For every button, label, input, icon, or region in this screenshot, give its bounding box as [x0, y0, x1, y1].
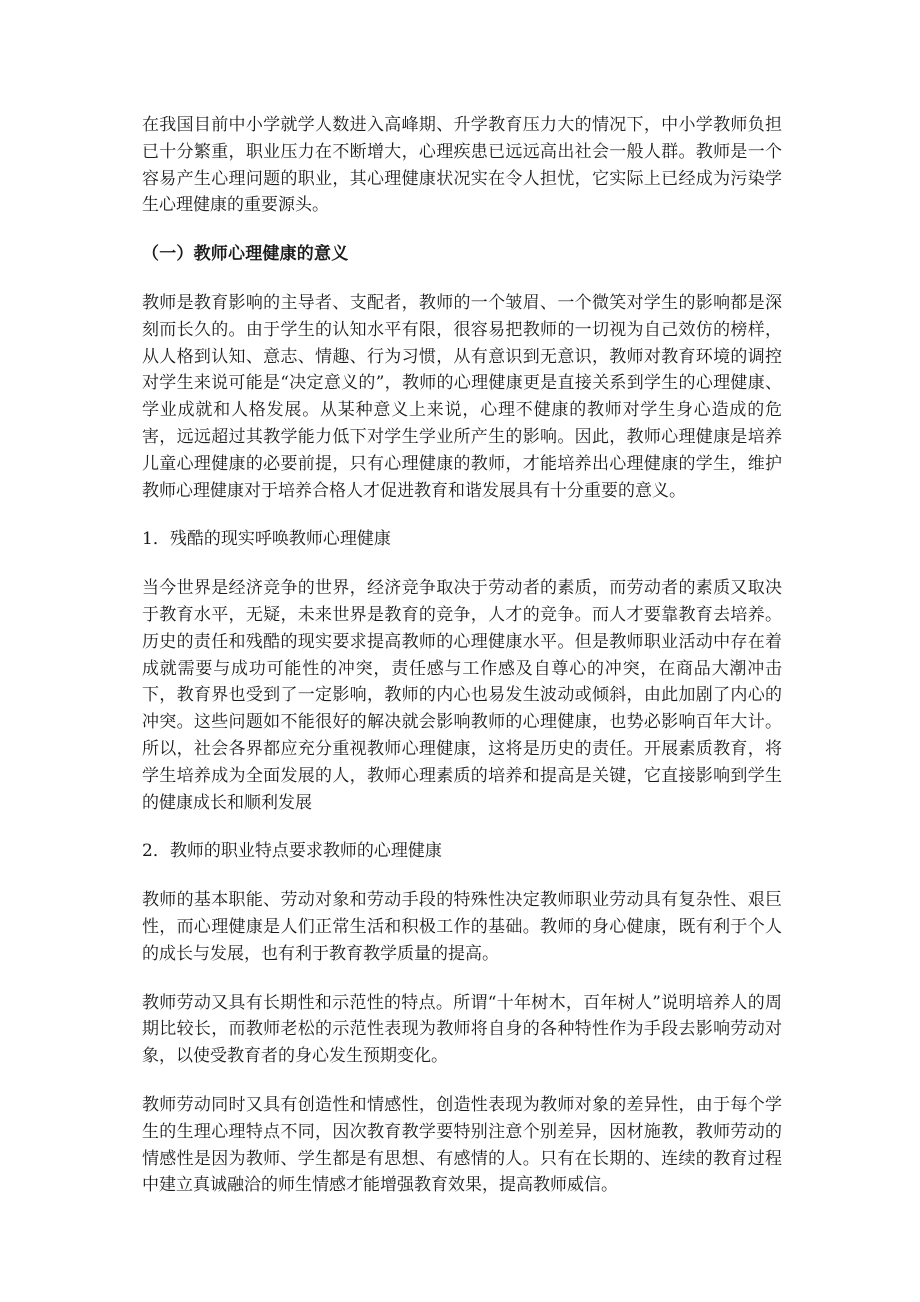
significance-paragraph: 教师是教育影响的主导者、支配者，教师的一个皱眉、一个微笑对学生的影响都是深刻而长久的。由于学生的认知水平有限，很容易把教师的一切视为自己效仿的榜样，从人格到认知、意志、情趣、行为习惯，从有意识到无意识，教师对教育环境的调控对学生来说可能是“决定意义的”，教师的心理健康更是直接关系到学生的心理健康、学业成就和人格发展。从某种意义上来说，心理不健康的教师对学生身心造成的危害，远远超过其教学能力低下对学生学业所产生的影响。因此，教师心理健康是培养儿童心理健康的必要前提，只有心理健康的教师，才能培养出心理健康的学生，维护教师心理健康对于培养合格人才促进教育和谐发展具有十分重要的意义。: [142, 292, 782, 501]
document-body: [142, 112, 782, 1221]
subheading-1: 1．残酷的现实呼唤教师心理健康: [142, 529, 391, 550]
subheading-2: 2．教师的职业特点要求教师的心理健康: [142, 841, 442, 862]
section-heading: （一）教师心理健康的意义: [142, 244, 349, 265]
profession-paragraph-1: 教师的基本职能、劳动对象和劳动手段的特殊性决定教师职业劳动具有复杂性、艰巨性，而心理健康是人们正常生活和积极工作的基础。教师的身心健康，既有利于个人的成长与发展，也有利于教育教学质量的提高。: [142, 890, 782, 964]
reality-paragraph: 当今世界是经济竞争的世界，经济竞争取决于劳动者的素质，而劳动者的素质又取决于教育水平，无疑，未来世界是教育的竞争，人才的竞争。而人才要靠教育去培养。历史的责任和残酷的现实要求提高教师的心理健康水平。但是教师职业活动中存在着成就需要与成功可能性的冲突，责任感与工作感及自尊心的冲突，在商品大潮冲击下，教育界也受到了一定影响，教师的内心也易发生波动或倾斜，由此加剧了内心的冲突。这些问题如不能很好的解决就会影响教师的心理健康，也势必影响百年大计。所以，社会各界都应充分重视教师心理健康，这将是历史的责任。开展素质教育，将学生培养成为全面发展的人，教师心理素质的培养和提高是关键，它直接影响到学生的健康成长和顺利发展: [142, 578, 782, 813]
intro-paragraph: 在我国目前中小学就学人数进入高峰期、升学教育压力大的情况下，中小学教师负担已十分繁重，职业压力在不断增大，心理疾患已远远高出社会一般人群。教师是一个容易产生心理问题的职业，其心理健康状况实在令人担忧，它实际上已经成为污染学生心理健康的重要源头。: [142, 115, 782, 216]
profession-paragraph-2: 教师劳动又具有长期性和示范性的特点。所谓“十年树木，百年树人”说明培养人的周期比较长，而教师老松的示范性表现为教师将自身的各种特性作为手段去影响劳动对象，以使受教育者的身心发生预期变化。: [142, 992, 782, 1067]
profession-paragraph-3: 教师劳动同时又具有创造性和情感性，创造性表现为教师对象的差异性，由于每个学生的生理心理特点不同，因次教育教学要特别注意个别差异，因材施教，教师劳动的情感性是因为教师、学生都是有思想、有感情的人。只有在长期的、连续的教育过程中建立真诚融洽的师生情感才能增强教育效果，提高教师威信。: [142, 1094, 782, 1196]
